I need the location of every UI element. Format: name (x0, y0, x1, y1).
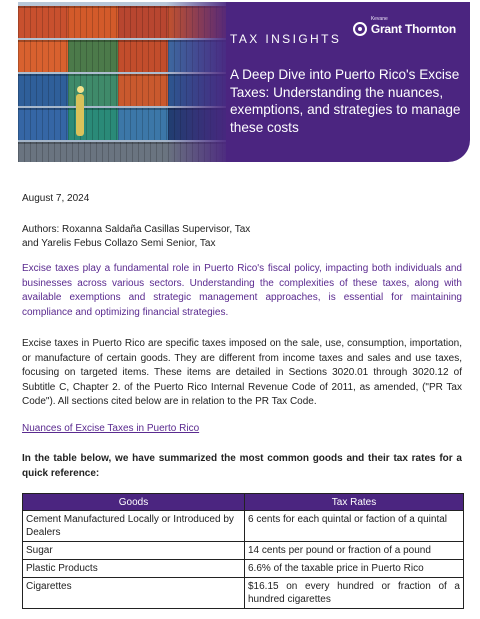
table-row (23, 511, 464, 542)
worker-figure (76, 94, 84, 136)
grant-thornton-logo (353, 16, 456, 36)
column-header-tax-rates: Tax Rates (245, 494, 464, 511)
body-paragraph: Excise taxes in Puerto Rico are specific taxes imposed on the sale, use, consumption, importation, or manufacture of certain goods. They are different from income taxes and sales and use taxes, focusing on targeted items. These items are detailed in Sections 3020.01 through 3020.12 of Subtitle C, Chapter 2. of the Puerto Rico Internal Revenue Code of 2011, as amended, ("PR Tax Code"). All sections cited below are in relation to the PR Tax Code. (22, 338, 462, 407)
logo-icon (353, 22, 367, 36)
author-line: Authors: Roxanna Saldaña Casillas Supervisor, Tax (22, 224, 251, 235)
column-header-goods: Goods (23, 494, 245, 511)
tax-rate-cell: 14 cents per pound or fraction of a pound (245, 542, 464, 560)
author-line: and Yarelis Febus Collazo Semi Senior, Tax (22, 238, 216, 249)
table-lead-text: In the table below, we have summarized the most common goods and their tax rates for a quick reference: (22, 453, 462, 479)
section-link[interactable]: Nuances of Excise Taxes in Puerto Rico (22, 423, 200, 434)
publish-date: August 7, 2024 (22, 193, 90, 204)
banner-tag: TAX INSIGHTS (230, 32, 342, 46)
shipping-containers-photo (18, 2, 226, 162)
authors (22, 223, 462, 251)
tax-rate-cell: 6.6% of the taxable price in Puerto Rico (245, 560, 464, 578)
table-row (23, 560, 464, 578)
excise-tax-table (22, 493, 464, 609)
goods-cell: Cigarettes (23, 578, 245, 609)
article-headline: A Deep Dive into Puerto Rico's Excise Taxes: Understanding the nuances, exemptions, and strategies to manage these costs (230, 67, 461, 135)
tax-rate-cell: 6 cents for each quintal or faction of a quintal (245, 511, 464, 542)
logo-prefix: Kevane (370, 16, 388, 22)
intro-paragraph: Excise taxes play a fundamental role in Puerto Rico's fiscal policy, impacting both individuals and businesses across various sectors. Understanding the complexities of these taxes, along with available exemptions and strategic management approaches, is essential for maintaining compliance and optimizing financial strategies. (22, 263, 462, 318)
logo-name: Grant Thornton (370, 22, 456, 36)
table-row (23, 578, 464, 609)
goods-cell: Plastic Products (23, 560, 245, 578)
table-header-row (23, 494, 464, 511)
table-row (23, 542, 464, 560)
goods-cell: Sugar (23, 542, 245, 560)
header-banner (18, 2, 470, 162)
tax-rate-cell: $16.15 on every hundred or fraction of a hundred cigarettes (245, 578, 464, 609)
goods-cell: Cement Manufactured Locally or Introduced by Dealers (23, 511, 245, 542)
